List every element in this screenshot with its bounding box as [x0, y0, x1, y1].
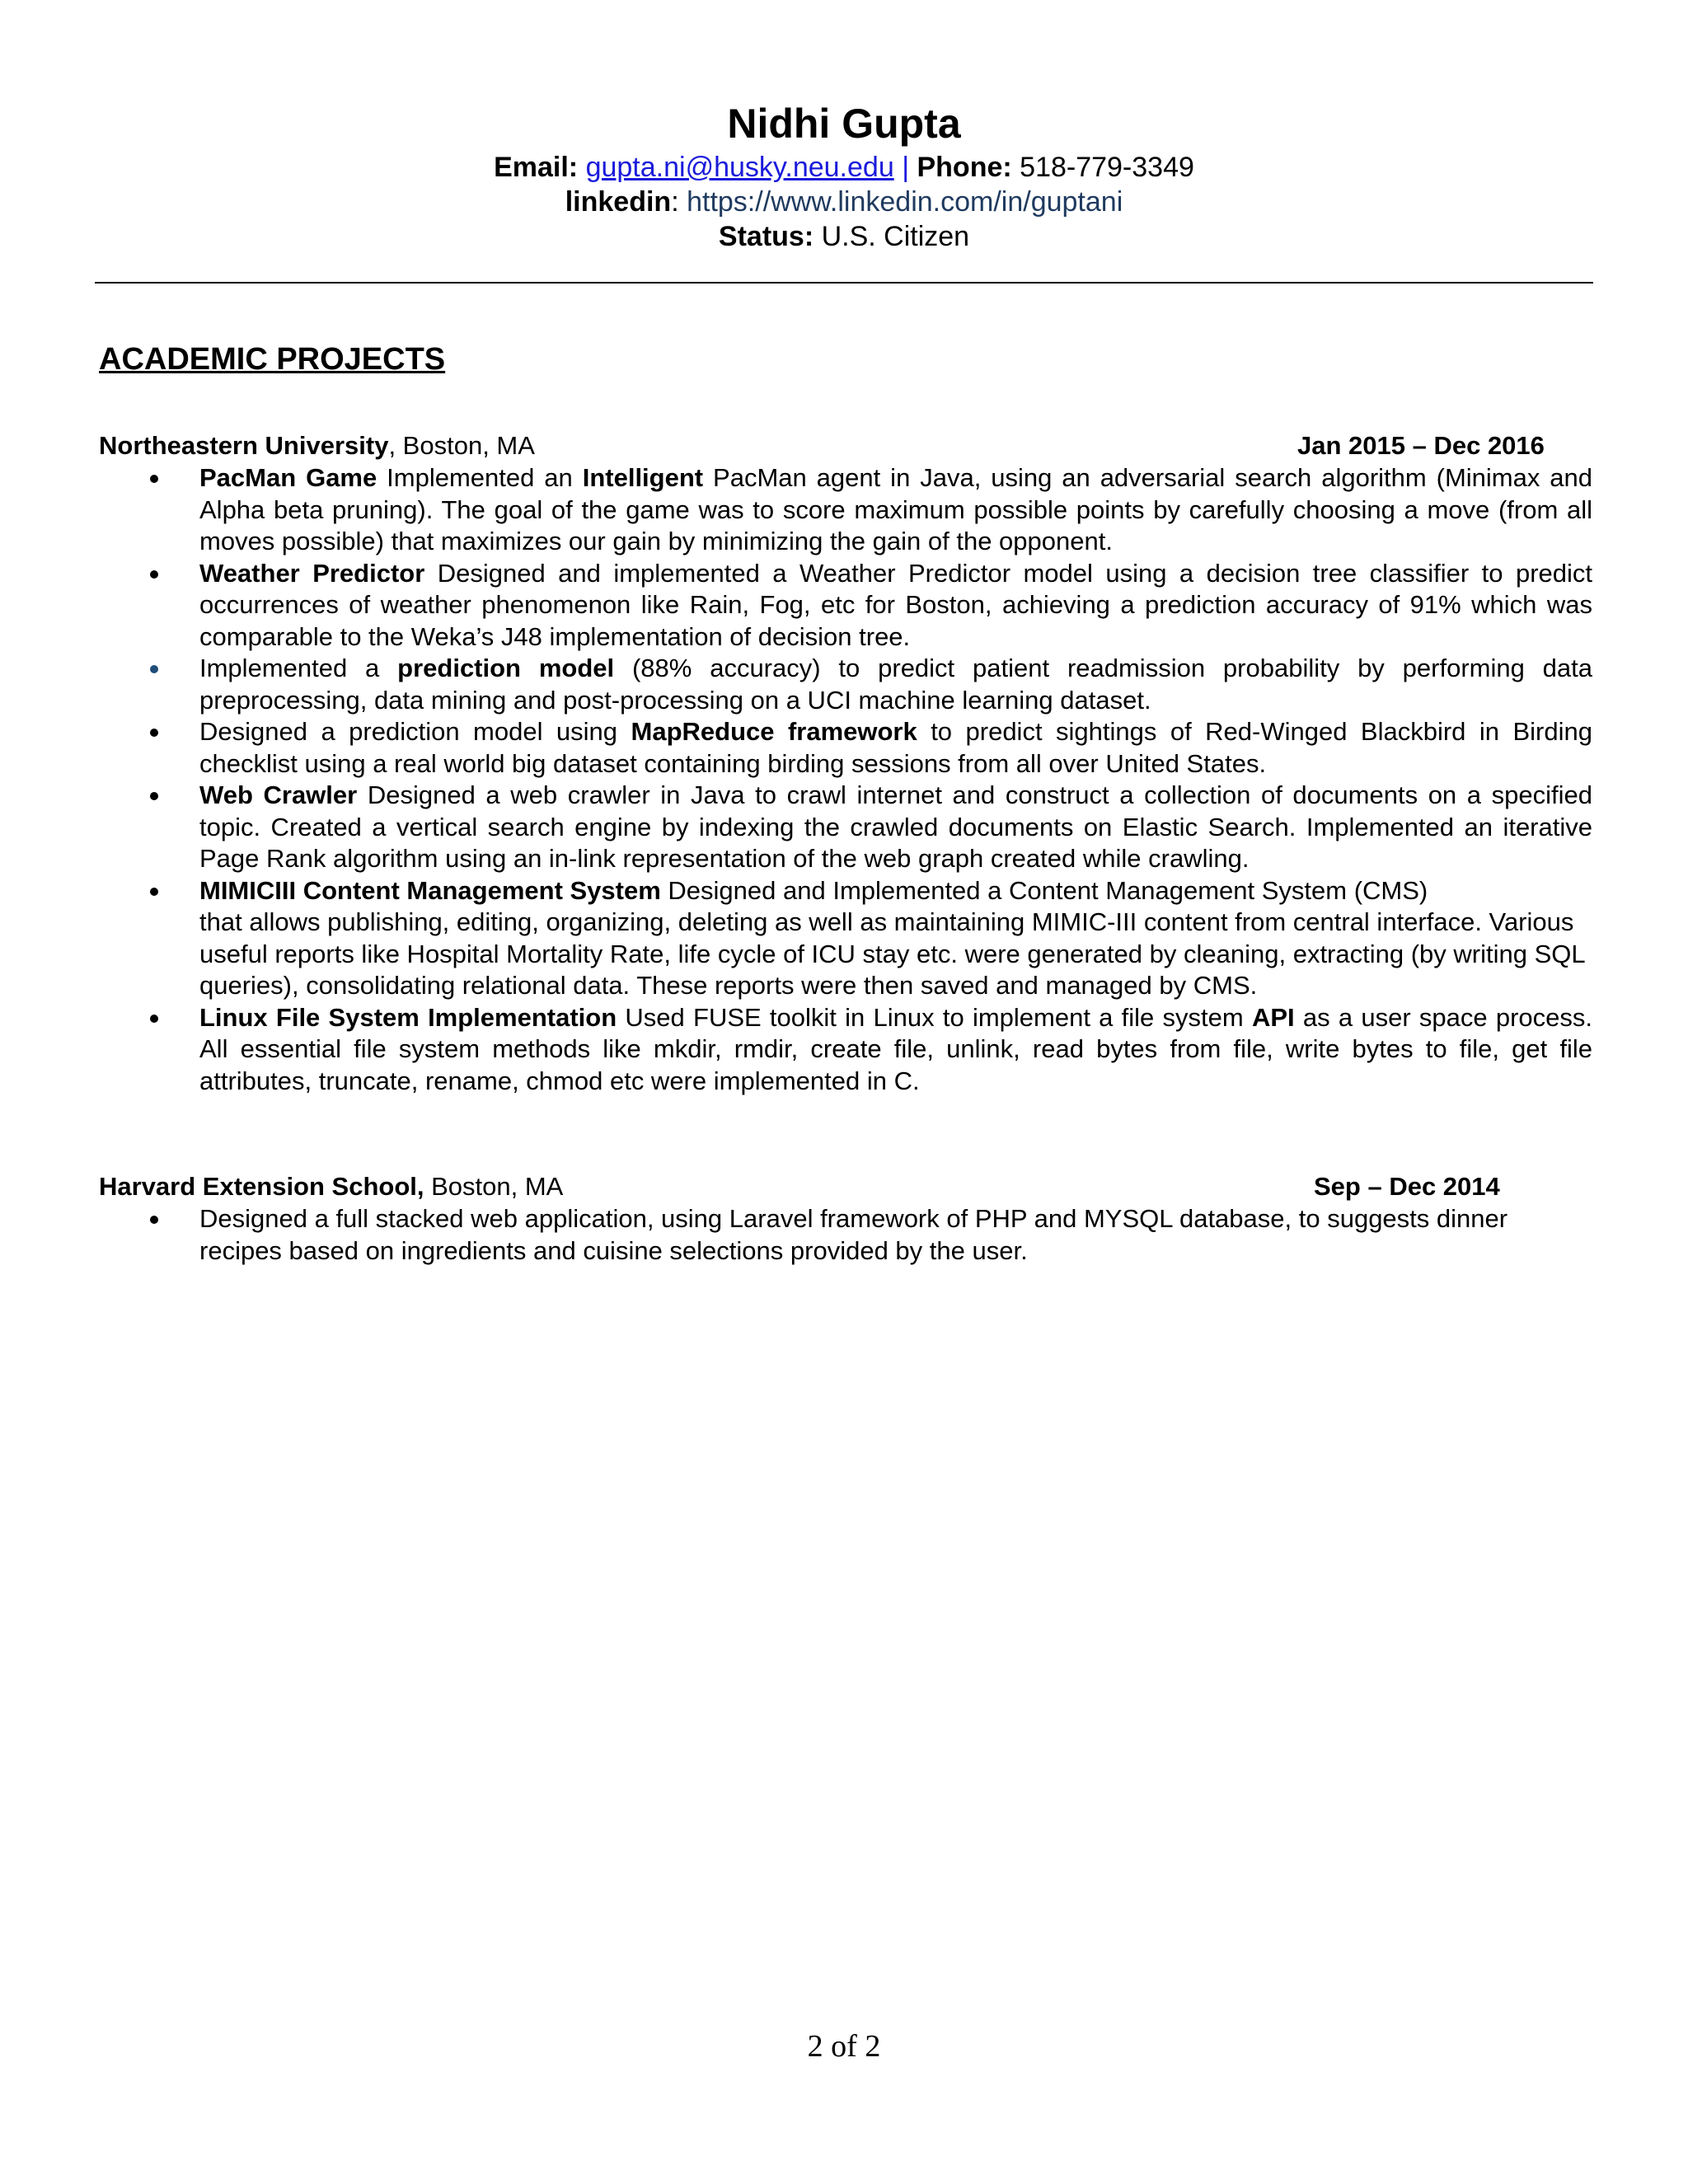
entry-location: Boston, MA — [424, 1172, 564, 1201]
bullet-icon — [150, 1216, 158, 1224]
entry-org: Harvard Extension School, — [99, 1172, 424, 1201]
entry-org: Northeastern University — [99, 431, 389, 460]
list-item-pacman — [99, 462, 1592, 558]
linkedin-label: linkedin — [565, 186, 672, 218]
bullet-icon — [150, 792, 158, 800]
project-text: Implemented a — [199, 654, 398, 682]
section-title: ACADEMIC PROJECTS — [99, 342, 446, 377]
linkedin-url[interactable]: https://www.linkedin.com/in/guptani — [687, 186, 1123, 218]
project-text: to predict sightings of Red-Winged Blackbird in Birding checklist using a real world big dataset containing birding sessions from all over United States. — [199, 717, 1592, 778]
project-text: PacMan agent in Java, using an adversarial search algorithm (Minimax and Alpha beta pruning). The goal of the game was to score maximum possible points by carefully choosing a move (from all moves possible) that maximizes our gain by minimizing the gain of the opponent. — [199, 463, 1593, 555]
linkedin-line — [0, 185, 1688, 219]
separator: | — [902, 152, 910, 183]
project-title: Weather Predictor — [199, 558, 425, 588]
phone-number: 518-779-3349 — [1020, 152, 1194, 183]
project-title: Web Crawler — [199, 780, 358, 809]
project-title: Linux File System Implementation — [199, 1002, 617, 1032]
northeastern-project-list — [99, 462, 1592, 1097]
entry-location: , Boston, MA — [388, 431, 535, 460]
list-item-linux-fs — [99, 1002, 1592, 1098]
project-text: Implemented an — [377, 463, 583, 492]
bullet-icon — [150, 475, 158, 483]
linkedin-colon: : — [671, 186, 679, 218]
entry-dates: Jan 2015 – Dec 2016 — [1297, 431, 1545, 460]
project-emphasis: prediction model — [397, 654, 615, 682]
bullet-icon — [150, 729, 158, 737]
bullet-icon — [150, 570, 158, 579]
bullet-icon — [150, 1015, 158, 1023]
entry-header-northeastern — [99, 429, 1566, 462]
list-item-web-crawler — [99, 780, 1592, 875]
list-item-prediction-model — [99, 653, 1592, 716]
project-emphasis: Intelligent — [582, 463, 704, 492]
candidate-name: Nidhi Gupta — [727, 101, 961, 147]
project-text: that allows publishing, editing, organizing, deleting as well as maintaining MIMIC-III content from central interface. Various useful reports like Hospital Mortality Rate, life cycle of ICU stay etc. were generated by cleaning, extracting (by writing SQL queries), consolidating relational data. These reports were then saved and managed by CMS. — [199, 907, 1585, 1000]
project-text: Designed and implemented a Weather Predictor model using a decision tree classifier to predict occurrences of weather phenomenon like Rain, Fog, etc for Boston, achieving a prediction accuracy of 91% which was comparable to the Weka’s J48 implementation of decision tree. — [199, 558, 1593, 651]
project-text: Designed a prediction model using — [199, 717, 631, 746]
project-text: Designed a web crawler in Java to crawl internet and construct a collection of documents on a specified topic. Created a vertical search engine by indexing the crawled documents on Elastic Search. Implemented an iterative Page Rank algorithm using an in-link representation of the web graph created while crawling. — [199, 780, 1592, 873]
email-label: Email: — [494, 152, 579, 183]
status-label: Status: — [718, 221, 814, 252]
project-text: (88% accuracy) to predict patient readmission probability by performing data preprocessing, data mining and post-processing on a UCI machine learning dataset. — [199, 654, 1593, 715]
header-divider — [95, 282, 1593, 284]
list-item-mapreduce — [99, 716, 1592, 780]
list-item-weather — [99, 558, 1592, 654]
project-title: PacMan Game — [199, 463, 377, 492]
project-text: as a user space process. All essential file system methods like mkdir, rmdir, create file, unlink, read bytes from file, write bytes to file, get file attributes, truncate, rename, chmod etc were implemented in C. — [199, 1002, 1593, 1095]
bullet-icon — [150, 888, 158, 896]
phone-label: Phone: — [917, 152, 1012, 183]
project-emphasis: API — [1251, 1002, 1295, 1032]
entry-dates: Sep – Dec 2014 — [1314, 1172, 1500, 1201]
entry-header-harvard — [99, 1170, 1566, 1203]
project-title: MIMICIII Content Management System — [199, 875, 661, 905]
page-number: 2 of 2 — [807, 2029, 881, 2064]
email-link[interactable]: gupta.ni@husky.neu.edu — [585, 152, 894, 183]
project-emphasis: MapReduce framework — [631, 717, 917, 746]
resume-header — [0, 97, 1688, 254]
project-text: Designed and Implemented a Content Management System (CMS) — [660, 875, 1428, 905]
harvard-project-list — [99, 1203, 1592, 1267]
project-text: Used FUSE toolkit in Linux to implement a file system — [617, 1002, 1252, 1032]
status-value: U.S. Citizen — [821, 221, 970, 252]
contact-line — [0, 150, 1688, 185]
list-item-mimic-cms — [99, 875, 1592, 1002]
bullet-icon — [150, 665, 158, 673]
project-text: Designed a full stacked web application, using Laravel framework of PHP and MYSQL database, to suggests dinner recipes based on ingredients and cuisine selections provided by the user. — [199, 1204, 1508, 1265]
list-item-dinner-recipes — [99, 1203, 1592, 1267]
status-line — [0, 219, 1688, 254]
